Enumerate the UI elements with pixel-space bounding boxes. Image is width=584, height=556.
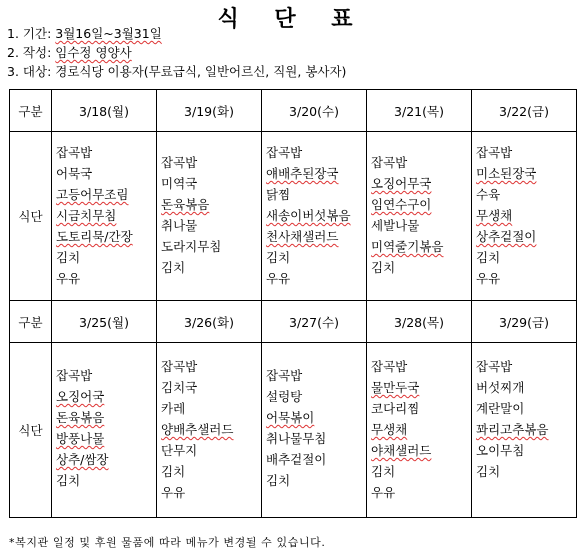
info-value: 경로식당 이용자(무료급식, 일반어르신, 직원, 봉사자)	[55, 64, 347, 79]
menu-table	[9, 89, 577, 518]
menu-item: 돈육볶음	[161, 197, 210, 212]
day-header: 3/18(월)	[52, 90, 157, 132]
menu-cell	[157, 343, 262, 518]
menu-item: 버섯찌개	[476, 380, 525, 395]
menu-cell	[52, 343, 157, 518]
info-target	[7, 62, 346, 81]
menu-item: 잡곡밥	[266, 145, 303, 160]
menu-item: 무생채	[476, 208, 513, 223]
menu-item: 오징어무국	[371, 176, 432, 191]
menu-item: 잡곡밥	[371, 359, 408, 374]
menu-item: 우유	[371, 485, 396, 500]
week2-header-row	[10, 301, 577, 343]
menu-cell	[262, 132, 367, 301]
menu-item: 잡곡밥	[266, 368, 303, 383]
info-number: 1.	[7, 26, 19, 41]
menu-item: 임연수구이	[371, 197, 432, 212]
menu-item: 미역줄기볶음	[371, 239, 444, 254]
header-label: 구분	[10, 301, 52, 343]
info-label: 작성:	[22, 45, 52, 60]
info-value: 임수정 영양사	[55, 45, 132, 60]
menu-item: 김치국	[161, 380, 198, 395]
menu-item: 시금치무침	[56, 208, 117, 223]
footnote: *복지관 일정 및 후원 물품에 따라 메뉴가 변경될 수 있습니다.	[9, 536, 326, 549]
menu-item: 우유	[161, 485, 186, 500]
menu-cell	[52, 132, 157, 301]
menu-item: 고등어무조림	[56, 187, 129, 202]
info-label: 기간:	[22, 26, 52, 41]
day-header: 3/29(금)	[472, 301, 577, 343]
menu-item: 꽈리고추볶음	[476, 422, 549, 437]
menu-item: 오이무침	[476, 443, 525, 458]
menu-item: 어묵국	[56, 166, 93, 181]
menu-item: 우유	[266, 271, 291, 286]
menu-item: 야채샐러드	[371, 443, 432, 458]
day-header: 3/25(월)	[52, 301, 157, 343]
menu-item: 김치	[266, 473, 291, 488]
info-author	[7, 43, 346, 62]
menu-item: 취나물	[161, 218, 198, 233]
menu-item: 잡곡밥	[161, 155, 198, 170]
menu-item: 김치	[371, 464, 396, 479]
menu-item: 양배추샐러드	[161, 422, 234, 437]
menu-item: 우유	[56, 271, 81, 286]
menu-item: 잡곡밥	[371, 155, 408, 170]
menu-item: 오징어국	[56, 389, 105, 404]
row-label: 식단	[10, 343, 52, 518]
menu-cell	[367, 132, 472, 301]
menu-item: 잡곡밥	[476, 145, 513, 160]
menu-item: 취나물무침	[266, 431, 327, 446]
day-header: 3/20(수)	[262, 90, 367, 132]
menu-item: 김치	[476, 464, 501, 479]
menu-cell	[472, 132, 577, 301]
menu-item: 수육	[476, 187, 501, 202]
menu-item: 김치	[161, 260, 186, 275]
menu-item: 김치	[476, 250, 501, 265]
week1-menu-row	[10, 132, 577, 301]
menu-item: 김치	[371, 260, 396, 275]
menu-cell	[472, 343, 577, 518]
menu-item: 미소된장국	[476, 166, 537, 181]
menu-item: 상추겉절이	[476, 229, 537, 244]
menu-item: 우유	[476, 271, 501, 286]
menu-item: 코다리찜	[371, 401, 420, 416]
menu-item: 김치	[56, 250, 81, 265]
menu-item: 무생채	[371, 422, 408, 437]
menu-item: 상추/쌈장	[56, 452, 109, 467]
day-header: 3/22(금)	[472, 90, 577, 132]
menu-item: 천사채샐러드	[266, 229, 339, 244]
menu-item: 방풍나물	[56, 431, 105, 446]
menu-item: 잡곡밥	[56, 145, 93, 160]
menu-item: 닭찜	[266, 187, 291, 202]
menu-cell	[157, 132, 262, 301]
day-header: 3/21(목)	[367, 90, 472, 132]
menu-item: 세발나물	[371, 218, 420, 233]
menu-item: 설렁탕	[266, 389, 303, 404]
menu-item: 얘배추된장국	[266, 166, 339, 181]
menu-item: 새송이버섯볶음	[266, 208, 351, 223]
menu-item: 물만두국	[371, 380, 420, 395]
info-number: 3.	[7, 64, 19, 79]
menu-item: 카레	[161, 401, 186, 416]
header-label: 구분	[10, 90, 52, 132]
info-number: 2.	[7, 45, 19, 60]
week2-menu-row	[10, 343, 577, 518]
day-header: 3/19(화)	[157, 90, 262, 132]
menu-cell	[367, 343, 472, 518]
menu-item: 도라지무침	[161, 239, 222, 254]
menu-item: 배추겉절이	[266, 452, 327, 467]
menu-item: 잡곡밥	[161, 359, 198, 374]
info-label: 대상:	[22, 64, 52, 79]
week1-header-row	[10, 90, 577, 132]
day-header: 3/26(화)	[157, 301, 262, 343]
menu-item: 잡곡밥	[56, 368, 93, 383]
row-label: 식단	[10, 132, 52, 301]
page-title: 식 단 표	[217, 7, 367, 32]
menu-item: 계란말이	[476, 401, 525, 416]
info-period	[7, 24, 346, 43]
menu-item: 도토리묵/간장	[56, 229, 133, 244]
day-header: 3/28(목)	[367, 301, 472, 343]
menu-item: 미역국	[161, 176, 198, 191]
menu-item: 돈육볶음	[56, 410, 105, 425]
menu-item: 잡곡밥	[476, 359, 513, 374]
info-value: 3월16일~3월31일	[55, 26, 162, 41]
menu-cell	[262, 343, 367, 518]
menu-item: 김치	[266, 250, 291, 265]
menu-item: 단무지	[161, 443, 198, 458]
menu-item: 어묵볶이	[266, 410, 315, 425]
menu-item: 김치	[161, 464, 186, 479]
info-block	[7, 24, 346, 81]
menu-item: 김치	[56, 473, 81, 488]
day-header: 3/27(수)	[262, 301, 367, 343]
